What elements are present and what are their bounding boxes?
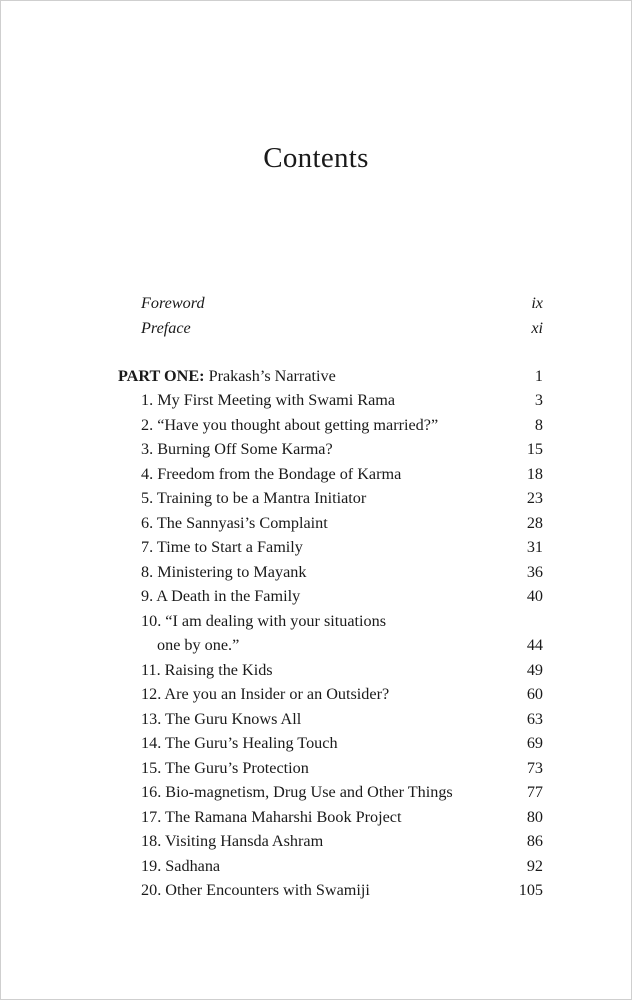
toc-entry-label: Preface: [141, 319, 191, 337]
toc-entry-label: Foreword: [141, 294, 205, 312]
toc-entry-chapter-16: [141, 780, 543, 804]
toc-entry-label: 16. Bio-magnetism, Drug Use and Other Things: [141, 783, 453, 801]
toc-entry-label: 17. The Ramana Maharshi Book Project: [141, 808, 402, 826]
toc-entry-chapter-1: [141, 388, 543, 412]
toc-entry-chapter-18: [141, 829, 543, 853]
toc-entry-page: 105: [518, 881, 543, 899]
page-title: Contents: [263, 142, 369, 174]
toc-entry-chapter-7: [141, 535, 543, 559]
toc-entry-page: 77: [526, 783, 543, 801]
toc-entry-label: 13. The Guru Knows All: [141, 710, 302, 728]
toc-entry-page: 73: [526, 759, 543, 777]
toc-entry-label: 12. Are you an Insider or an Outsider?: [141, 685, 390, 703]
toc-entry-label: 1. My First Meeting with Swami Rama: [141, 391, 396, 409]
toc-entry-page: 92: [526, 857, 543, 875]
toc-part-prefix: PART ONE:: [118, 367, 205, 385]
toc-entry-page: 15: [526, 440, 543, 458]
toc-entry-label: 15. The Guru’s Protection: [141, 759, 309, 777]
toc-entry-page: 40: [526, 587, 543, 605]
toc-part-title: Prakash’s Narrative: [208, 367, 336, 385]
toc-entry-chapter-10: [141, 609, 543, 633]
toc-entry-label: 19. Sadhana: [141, 857, 221, 875]
toc-entry-label: 20. Other Encounters with Swamiji: [141, 881, 370, 899]
toc-entry-chapter-12: [141, 682, 543, 706]
toc-entry-label: 10. “I am dealing with your situations: [141, 612, 387, 630]
toc-entry-chapter-10-continuation: [157, 633, 543, 657]
toc-entry-label: 4. Freedom from the Bondage of Karma: [141, 465, 402, 483]
toc-entry-page: 28: [526, 514, 543, 532]
toc-entry-label: 11. Raising the Kids: [141, 661, 273, 679]
toc-entry-label: 6. The Sannyasi’s Complaint: [141, 514, 328, 532]
toc-entry-chapter-20: [141, 878, 543, 902]
toc-entry-page: 36: [526, 563, 543, 581]
toc-entry-page: 86: [526, 832, 543, 850]
toc-entry-chapter-6: [141, 511, 543, 535]
toc-entry-label: 5. Training to be a Mantra Initiator: [141, 489, 367, 507]
toc-entry-label: 9. A Death in the Family: [141, 587, 301, 605]
toc-entry-page: 80: [526, 808, 543, 826]
toc-entry-page: 18: [526, 465, 543, 483]
toc-entry-page: 23: [526, 489, 543, 507]
toc-entry-chapter-15: [141, 756, 543, 780]
toc-entry-label: 14. The Guru’s Healing Touch: [141, 734, 338, 752]
toc-entry-chapter-17: [141, 805, 543, 829]
toc-entry-page: 8: [534, 416, 543, 434]
toc-entry-page: 49: [526, 661, 543, 679]
toc-entry-chapter-14: [141, 731, 543, 755]
toc-entry-page: ix: [531, 294, 543, 312]
toc-entry-chapter-8: [141, 560, 543, 584]
toc-entry-label: 18. Visiting Hansda Ashram: [141, 832, 324, 850]
toc-entry-label-continuation: one by one.”: [157, 636, 240, 654]
toc-entry-label: 3. Burning Off Some Karma?: [141, 440, 333, 458]
toc-entry-page: 60: [526, 685, 543, 703]
toc-entry-chapter-19: [141, 854, 543, 878]
toc-entry-chapter-4: [141, 462, 543, 486]
toc-entry-page: 44: [526, 636, 543, 654]
toc-entry-page: 1: [534, 367, 543, 385]
toc-entry-preface: [141, 316, 543, 340]
toc-entry-chapter-9: [141, 584, 543, 608]
toc-entry-chapter-3: [141, 437, 543, 461]
toc-entry-chapter-11: [141, 658, 543, 682]
toc-entry-label: 7. Time to Start a Family: [141, 538, 303, 556]
toc-entry-chapter-5: [141, 486, 543, 510]
toc-entry-chapter-2: [141, 413, 543, 437]
toc-entry-page: 3: [534, 391, 543, 409]
toc-entry-label: 2. “Have you thought about getting married?”: [141, 416, 439, 434]
toc-part-heading: [118, 364, 543, 388]
toc-entry-label: 8. Ministering to Mayank: [141, 563, 307, 581]
toc-entry-page: xi: [531, 319, 543, 337]
toc-entry-page: 63: [526, 710, 543, 728]
toc-entry-foreword: [141, 291, 543, 315]
toc-part-label: [118, 364, 336, 388]
toc-entry-page: 31: [526, 538, 543, 556]
toc-entry-chapter-13: [141, 707, 543, 731]
toc-entry-page: 69: [526, 734, 543, 752]
